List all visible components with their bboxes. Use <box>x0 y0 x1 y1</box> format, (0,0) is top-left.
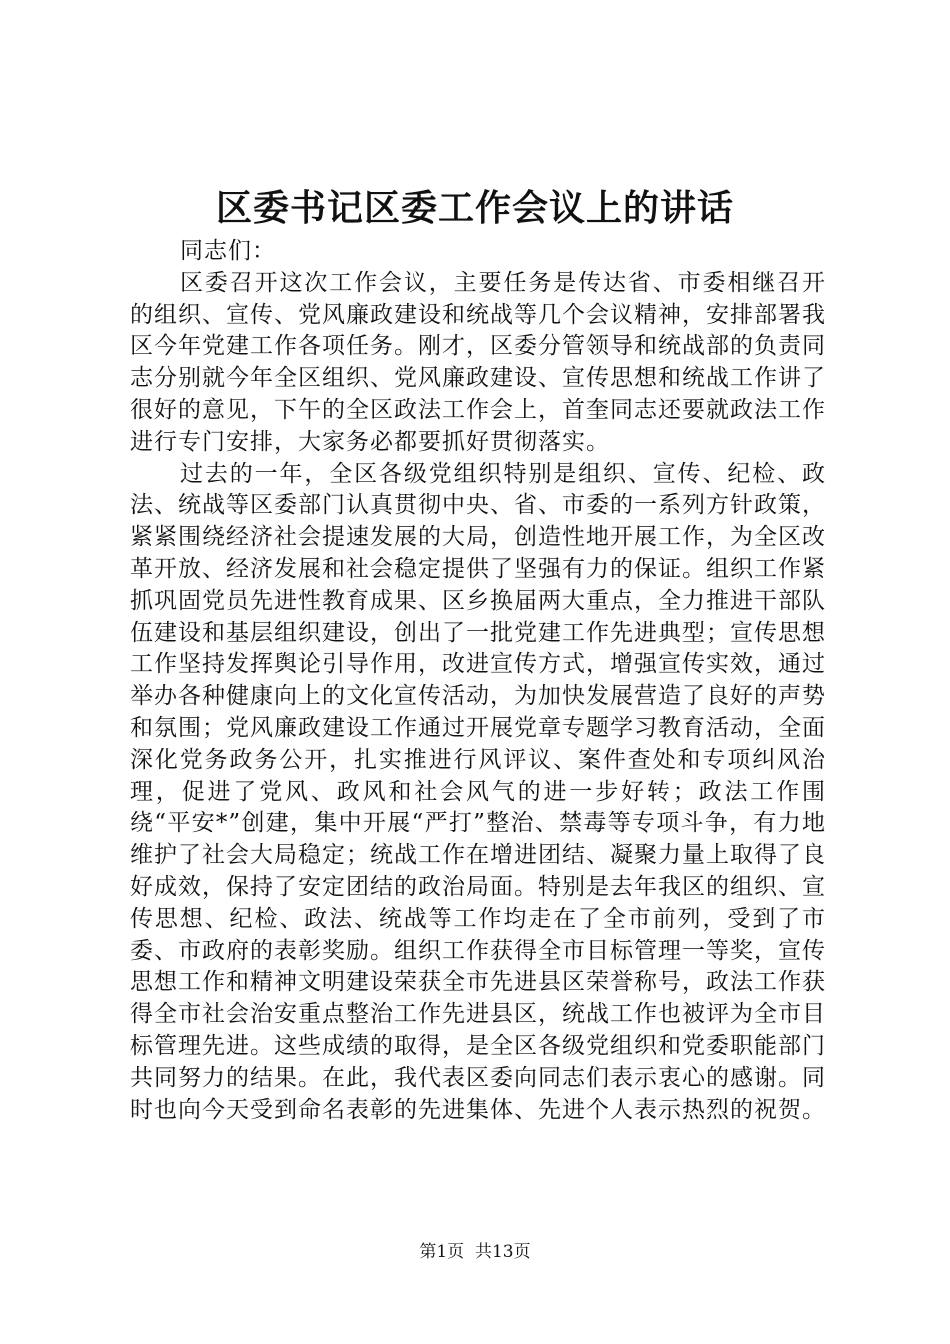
page-number: 第1页 共13页 <box>419 1242 531 1262</box>
document-body <box>130 236 826 1126</box>
paragraph-2: 过去的一年，全区各级党组织特别是组织、宣传、纪检、政法、统战等区委部门认真贯彻中央、省、市委的一系列方针政策，紧紧围绕经济社会提速发展的大局，创造性地开展工作，为全区改革开放、经济发展和社会稳定提供了坚强有力的保证。组织工作紧抓巩固党员先进性教育成果、区乡换届两大重点，全力推进干部队伍建设和基层组织建设，创出了一批党建工作先进典型；宣传思想工作坚持发挥舆论引导作用，改进宣传方式，增强宣传实效，通过举办各种健康向上的文化宣传活动，为加快发展营造了良好的声势和氛围；党风廉政建设工作通过开展党章专题学习教育活动，全面深化党务政务公开，扎实推进行风评议、案件查处和专项纠风治理，促进了党风、政风和社会风气的进一步好转；政法工作围绕“平安*”创建，集中开展“严打”整治、禁毒等专项斗争，有力地维护了社会大局稳定；统战工作在增进团结、凝聚力量上取得了良好成效，保持了安定团结的政治局面。特别是去年我区的组织、宣传思想、纪检、政法、统战等工作均走在了全市前列，受到了市委、市政府的表彰奖励。组织工作获得全市目标管理一等奖，宣传思想工作和精神文明建设荣获全市先进县区荣誉称号，政法工作获得全市社会治安重点整治工作先进县区，统战工作也被评为全市目标管理先进。这些成绩的取得，是全区各级党组织和党委职能部门共同努力的结果。在此，我代表区委向同志们表示衷心的感谢。同时也向今天受到命名表彰的先进集体、先进个人表示热烈的祝贺。 <box>130 460 826 1123</box>
document-title: 区委书记区委工作会议上的讲话 <box>215 187 734 229</box>
paragraph-1: 区委召开这次工作会议，主要任务是传达省、市委相继召开的组织、宣传、党风廉政建设和统战等几个会议精神，安排部署我区今年党建工作各项任务。刚才，区委分管领导和统战部的负责同志分别就今年全区组织、党风廉政建设、宣传思想和统战工作讲了很好的意见，下午的全区政法工作会上，首奎同志还要就政法工作进行专门安排，大家务必都要抓好贯彻落实。 <box>130 269 826 455</box>
page-footer <box>0 1240 950 1264</box>
salutation: 同志们： <box>180 238 276 264</box>
